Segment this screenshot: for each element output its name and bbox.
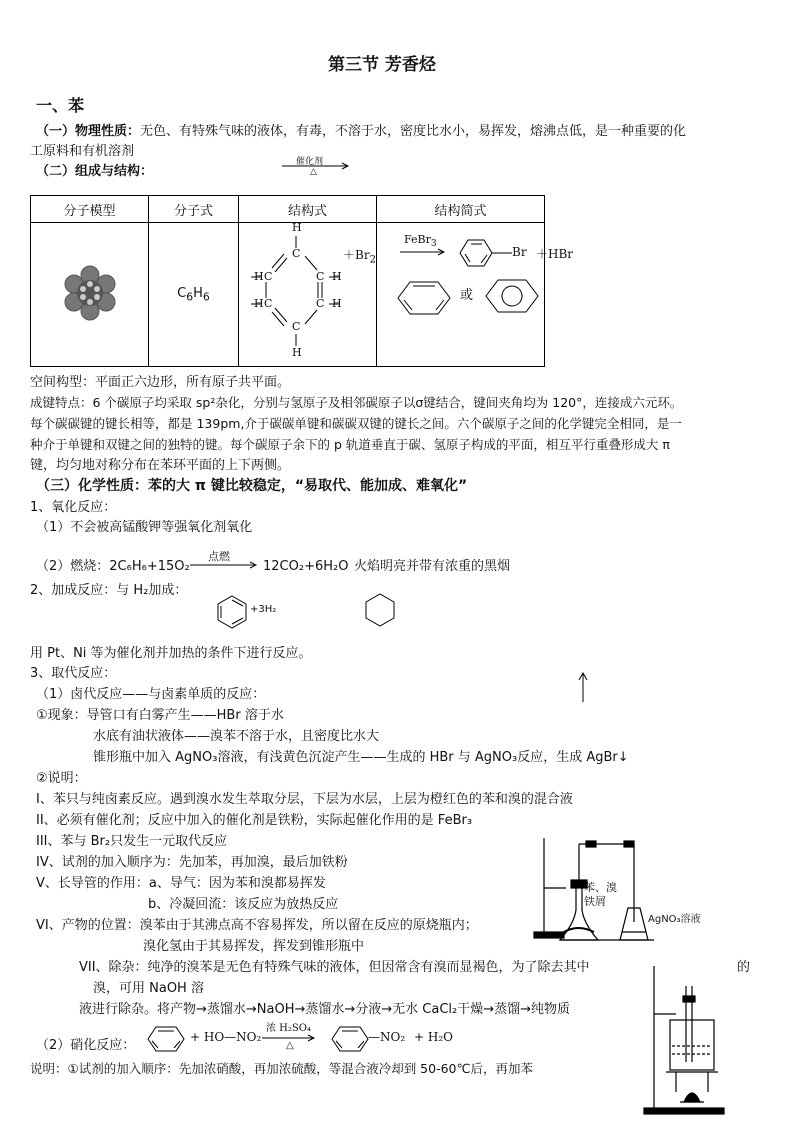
atom-h-ur: H bbox=[332, 270, 342, 283]
physical-properties-text: 无色、有特殊气味的液体，有毒，不溶于水，密度比水小，易挥发，熔沸点低，是一种重要的化 bbox=[140, 124, 687, 139]
chemical-properties-label: （三）化学性质：苯的大 π 键比较稳定，“易取代、能加成、难氧化” bbox=[36, 478, 468, 494]
bromination-apparatus-diagram bbox=[530, 832, 720, 944]
explanation-heading: ②说明： bbox=[36, 771, 87, 786]
formula-sub2: 6 bbox=[202, 290, 210, 304]
observation-1: ①现象：导管口有白雾产生——HBr 溶于水 bbox=[36, 708, 284, 723]
atom-h-ul: H bbox=[254, 270, 264, 283]
addition-plus-h2: +3H₂ bbox=[250, 604, 277, 615]
observation-3: 锥形瓶中加入 AgNO₃溶液，有浅黄色沉淀产生——生成的 HBr 与 AgNO₃反应，生成 AgBr↓ bbox=[93, 750, 629, 765]
nitration-condition-top: 浓 H₂SO₄ bbox=[266, 1023, 311, 1034]
composition-label: （二）组成与结构： bbox=[36, 164, 154, 179]
page-title: 第三节 芳香烃 bbox=[328, 55, 436, 75]
nitration-note: 说明：①试剂的加入顺序：先加浓硝酸，再加浓硫酸，等混合液冷却到 50-60℃后，再加苯 bbox=[30, 1061, 534, 1076]
cell-molecular-model bbox=[31, 223, 149, 367]
delta-label: △ bbox=[310, 167, 317, 177]
oxidation-heading: 1、氧化反应： bbox=[30, 500, 117, 515]
benzene-reactant-icon bbox=[216, 594, 248, 630]
febr3-arrow bbox=[400, 248, 450, 256]
cell-molecular-formula bbox=[149, 223, 239, 367]
rxn-febr3 bbox=[404, 233, 437, 249]
rxn-hbr: ＋HBr bbox=[536, 247, 574, 261]
formula-c: C bbox=[177, 285, 187, 301]
atom-h-bottom: H bbox=[292, 346, 302, 359]
explanation-i7c: 液进行除杂。将产物→蒸馏水→NaOH→蒸馏水→分液→无水 CaCl₂干燥→蒸馏→纯物质 bbox=[79, 1002, 571, 1017]
physical-properties-label: （一）物理性质： bbox=[36, 124, 141, 139]
nitration-condition-bottom: △ bbox=[286, 1040, 294, 1051]
nitration-water: + H₂O bbox=[414, 1030, 453, 1044]
combustion-left: （2）燃烧：2C₆H₆+15O₂ bbox=[36, 559, 190, 574]
bond-line4: 键，均匀地对称分布在苯环平面的上下两侧。 bbox=[30, 458, 291, 473]
nitration-apparatus-diagram bbox=[636, 962, 736, 1118]
nitration-benzene-icon bbox=[144, 1024, 188, 1054]
header-molecular-model: 分子模型 bbox=[31, 196, 149, 223]
catalyst-label: 催化剂 bbox=[296, 157, 324, 167]
rxn-br: Br bbox=[512, 245, 527, 259]
explanation-i6: VI、产物的位置：溴苯由于其沸点高不容易挥发，所以留在反应的原烧瓶内； bbox=[36, 918, 478, 933]
spatial-configuration: 空间构型：平面正六边形，所有原子共平面。 bbox=[30, 375, 291, 390]
physical-properties-line1 bbox=[36, 123, 686, 140]
benzene-ball-model-image bbox=[60, 263, 120, 323]
explanation-i5: V、长导管的作用：a、导气：因为苯和溴都易挥发 bbox=[36, 876, 326, 891]
observation-2: 水底有油状液体——溴苯不溶于水，且密度比水大 bbox=[93, 729, 380, 744]
explanation-i6b: 溴化氢由于其易挥发，挥发到锥形瓶中 bbox=[143, 939, 365, 954]
bond-line2: 每个碳碳键的键长相等，都是 139pm,介于碳碳单键和碳碳双键的键长之间。六个碳原子之间的化学键完全相同，是一 bbox=[30, 416, 682, 431]
nitration-heading: （2）硝化反应： bbox=[36, 1038, 136, 1053]
apparatus-label-benzene-bromine: 苯、溴 bbox=[584, 881, 617, 894]
header-simplified-formula: 结构简式 bbox=[377, 196, 545, 223]
apparatus-label-iron: 铁屑 bbox=[584, 895, 606, 908]
nitrobenzene-ring-icon bbox=[328, 1024, 372, 1054]
atom-c-ul: C bbox=[264, 270, 273, 283]
cyclohexane-icon bbox=[364, 592, 396, 628]
formula-sub1: 6 bbox=[186, 290, 194, 304]
circle-benzene-icon bbox=[482, 276, 546, 316]
rxn-plus-br2 bbox=[343, 246, 376, 265]
explanation-i5b: b、冷凝回流：该反应为放热反应 bbox=[148, 897, 339, 912]
combustion-note: 火焰明亮并带有浓重的黑烟 bbox=[354, 559, 511, 574]
atom-c-ll: C bbox=[264, 297, 273, 310]
br2-subscript: 2 bbox=[369, 254, 376, 266]
nitration-reagent: + HO—NO₂ bbox=[190, 1030, 262, 1044]
explanation-i7b: 溴，可用 NaOH 溶 bbox=[93, 981, 204, 996]
bond-line1: 成键特点：6 个碳原子均采取 sp²杂化，分别与氢原子及相邻碳原子以σ键结合，键间夹角均为 120°，连接成六元环。 bbox=[30, 395, 683, 410]
atom-h-ll: H bbox=[254, 297, 264, 310]
explanation-i3: III、苯与 Br₂只发生一元取代反应 bbox=[36, 834, 228, 849]
physical-properties-line2: 工原料和有机溶剂 bbox=[30, 144, 135, 159]
addition-note: 用 Pt、Ni 等为催化剂并加热的条件下进行反应。 bbox=[30, 646, 312, 661]
section-heading-benzene: 一、苯 bbox=[36, 96, 85, 115]
atom-c-ur: C bbox=[316, 270, 325, 283]
atom-c-top: C bbox=[292, 247, 301, 260]
header-molecular-formula: 分子式 bbox=[149, 196, 239, 223]
oxidation-sub1: （1）不会被高锰酸钾等强氧化剂氧化 bbox=[36, 520, 253, 535]
catalyst-arrow bbox=[282, 163, 352, 169]
rxn-or: 或 bbox=[460, 288, 474, 303]
atom-h-top: H bbox=[292, 221, 302, 234]
header-structural-formula: 结构式 bbox=[239, 196, 377, 223]
upward-arrow bbox=[578, 672, 588, 704]
addition-heading: 2、加成反应：与 H₂加成： bbox=[30, 583, 188, 598]
atom-c-lr: C bbox=[316, 297, 325, 310]
substitution-heading: 3、取代反应： bbox=[30, 666, 117, 681]
combustion-arrow bbox=[190, 561, 260, 569]
explanation-i7-end: 的 bbox=[737, 960, 751, 975]
ignite-label: 点燃 bbox=[208, 550, 230, 563]
explanation-i1: I、苯只与纯卤素反应。遇到溴水发生萃取分层，下层为水层，上层为橙红色的苯和溴的混合液 bbox=[36, 792, 573, 807]
bond-line3: 种介于单键和双键之间的独特的键。每个碳原子余下的 p 轨道垂直于碳、氢原子构成的平面，相互平行重叠形成大 π bbox=[30, 437, 670, 452]
plus-br2-text: ＋Br bbox=[343, 248, 370, 262]
combustion-right: 12CO₂+6H₂O bbox=[263, 559, 349, 574]
explanation-i4: IV、试剂的加入顺序为：先加苯，再加溴，最后加铁粉 bbox=[36, 855, 348, 870]
halogenation-heading: （1）卤代反应——与卤素单质的反应： bbox=[36, 687, 266, 702]
febr3-text: FeBr bbox=[404, 233, 431, 246]
nitration-product: —NO₂ bbox=[368, 1030, 406, 1044]
explanation-i2: II、必须有催化剂；反应中加入的催化剂是铁粉，实际起催化作用的是 FeBr₃ bbox=[36, 813, 473, 828]
atom-h-lr: H bbox=[332, 297, 342, 310]
formula-h: H bbox=[193, 285, 203, 301]
apparatus-label-agno3: AgNO₃溶液 bbox=[648, 914, 701, 925]
explanation-i7: VII、除杂：纯净的溴苯是无色有特殊气味的液体，但因常含有溴而显褐色，为了除去其中 bbox=[79, 960, 590, 975]
structural-formula-drawing bbox=[247, 224, 357, 364]
atom-c-bottom: C bbox=[292, 320, 301, 333]
febr3-subscript: 3 bbox=[430, 238, 437, 250]
kekule-benzene-icon bbox=[394, 278, 458, 318]
